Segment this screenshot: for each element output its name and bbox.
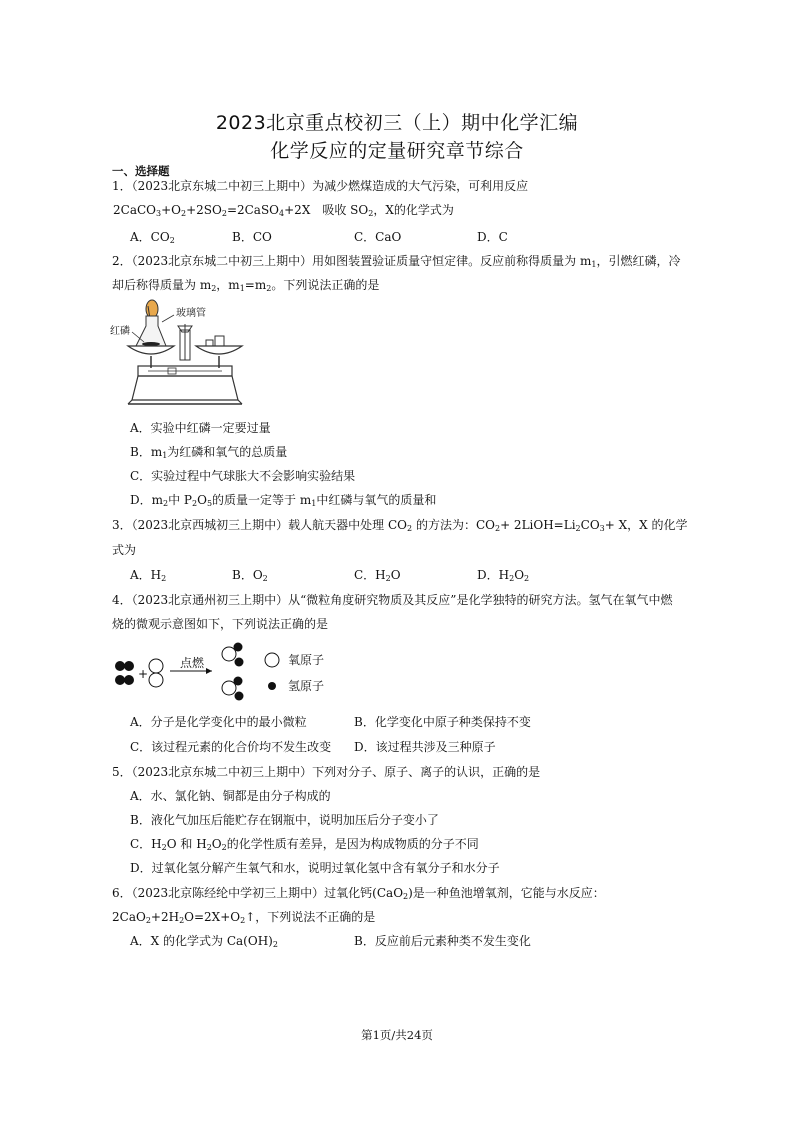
- q1-equation: $2CaCO_3+O_2+2SO_2=2CaSO_4+2X$ 吸收 $SO_2$，X的化学式为: [113, 203, 454, 218]
- balance-apparatus-figure: [108, 296, 248, 414]
- doc-title-line2: 化学反应的定量研究章节综合: [270, 140, 524, 162]
- q5-option-a: A．水、氯化钠、铜都是由分子构成的: [130, 789, 331, 803]
- section-heading: 一、选择题: [112, 164, 170, 178]
- q2-option-d: D．$m_2$中 $P_2O_5$的质量一定等于 $m_1$中红磷与氧气的质量和: [130, 493, 437, 508]
- q3-option-b: B．$O_2$: [232, 568, 268, 583]
- h-atom: [234, 677, 243, 686]
- q1-option-d: D．C: [477, 230, 508, 244]
- q2-stem-line1: 2．（2023北京东城二中初三上期中）用如图装置验证质量守恒定律。反应前称得质量为 $m_1$，引燃红磷，冷: [112, 254, 681, 269]
- legend-oxygen-label: 氧原子: [288, 653, 325, 667]
- balance-base: [132, 376, 238, 400]
- plus-sign: +: [138, 667, 149, 681]
- h-atom: [234, 643, 243, 652]
- q4-option-b: B．化学变化中原子种类保持不变: [354, 715, 531, 729]
- h-atom: [115, 675, 125, 685]
- o-atom: [222, 647, 236, 661]
- q2-option-a: A．实验中红磷一定要过量: [130, 421, 271, 435]
- label-red-phosphorus: 红磷: [110, 326, 130, 337]
- doc-title-line1: 2023北京重点校初三（上）期中化学汇编: [215, 112, 579, 134]
- h-atom: [124, 675, 134, 685]
- q5-option-c: C．$H_2O$ 和 $H_2O_2$的化学性质有差异，是因为构成物质的分子不同: [130, 837, 479, 852]
- q1-option-a: A．$CO_2$: [130, 230, 175, 245]
- right-pan: [196, 346, 242, 354]
- red-phosphorus-mark: [142, 342, 160, 346]
- q2-option-c: C．实验过程中气球胀大不会影响实验结果: [130, 469, 356, 483]
- q5-stem: 5．（2023北京东城二中初三上期中）下列对分子、原子、离子的认识，正确的是: [112, 765, 541, 779]
- q4-stem-line1: 4．（2023北京通州初三上期中）从“微粒角度研究物质及其反应”是化学独特的研究方法。氢气在氧气中燃: [112, 593, 673, 607]
- o-atom: [149, 673, 163, 687]
- legend-hydrogen-symbol: [268, 682, 276, 690]
- reaction-condition: 点燃: [180, 656, 205, 670]
- q3-option-a: A．$H_2$: [130, 568, 167, 583]
- q2-option-b: B．$m_1$为红磷和氧气的总质量: [130, 445, 288, 460]
- q6-stem-line1: 6．（2023北京陈经纶中学初三上期中）过氧化钙(CaO$_2$)是一种鱼池增氧剂，它能与水反应：: [112, 886, 605, 901]
- o-atom: [222, 681, 236, 695]
- q6-stem-line2: $2CaO_2+2H_2O=2X+O_2↑$，下列说法不正确的是: [112, 910, 376, 925]
- q2-stem-line2: 却后称得质量为 $m_2$，$m_1=m_2$。下列说法正确的是: [112, 278, 380, 293]
- q5-option-b: B．液化气加压后能贮存在钢瓶中，说明加压后分子变小了: [130, 813, 439, 827]
- label-glass-tube: 玻璃管: [176, 308, 206, 319]
- q1-option-c: C．CaO: [354, 230, 402, 244]
- h-atom: [115, 661, 125, 671]
- hydrogen-combustion-figure: [112, 638, 372, 708]
- weight-large: [215, 336, 224, 346]
- o-atom: [149, 659, 163, 673]
- balloon-shape: [146, 300, 158, 318]
- q3-stem-line2: 式为: [112, 543, 137, 557]
- page-footer: 第1页/共24页: [361, 1028, 433, 1042]
- q3-option-c: C．$H_2O$: [354, 568, 401, 583]
- q4-option-c: C．该过程元素的化合价均不发生改变: [130, 740, 332, 754]
- left-pan: [128, 346, 174, 354]
- q4-option-a: A．分子是化学变化中的最小微粒: [130, 715, 307, 729]
- q3-option-d: D．$H_2O_2$: [477, 568, 530, 583]
- h-atom: [235, 658, 244, 667]
- legend-oxygen-symbol: [265, 653, 279, 667]
- q6-option-a: A．X 的化学式为 $Ca(OH)_2$: [130, 934, 278, 949]
- q4-stem-line2: 烧的微观示意图如下，下列说法正确的是: [112, 617, 329, 631]
- q1-stem: 1．（2023北京东城二中初三上期中）为减少燃煤造成的大气污染，可利用反应: [112, 179, 529, 193]
- h-atom: [124, 661, 134, 671]
- flask-shape: [136, 316, 166, 346]
- weight-small: [206, 340, 213, 346]
- q5-option-d: D．过氧化氢分解产生氧气和水，说明过氧化氢中含有氧分子和水分子: [130, 861, 500, 875]
- h-atom: [235, 692, 244, 701]
- q4-option-d: D．该过程共涉及三种原子: [354, 740, 496, 754]
- legend-hydrogen-label: 氢原子: [288, 679, 325, 693]
- q3-stem-line1: 3．（2023北京西城初三上期中）载人航天器中处理 $CO_2$ 的方法为：$CO_2+$ $2LiOH=Li_2CO_3+ X$，X 的化学: [112, 518, 688, 533]
- q6-option-b: B．反应前后元素种类不发生变化: [354, 934, 531, 948]
- q1-option-b: B．CO: [232, 230, 272, 244]
